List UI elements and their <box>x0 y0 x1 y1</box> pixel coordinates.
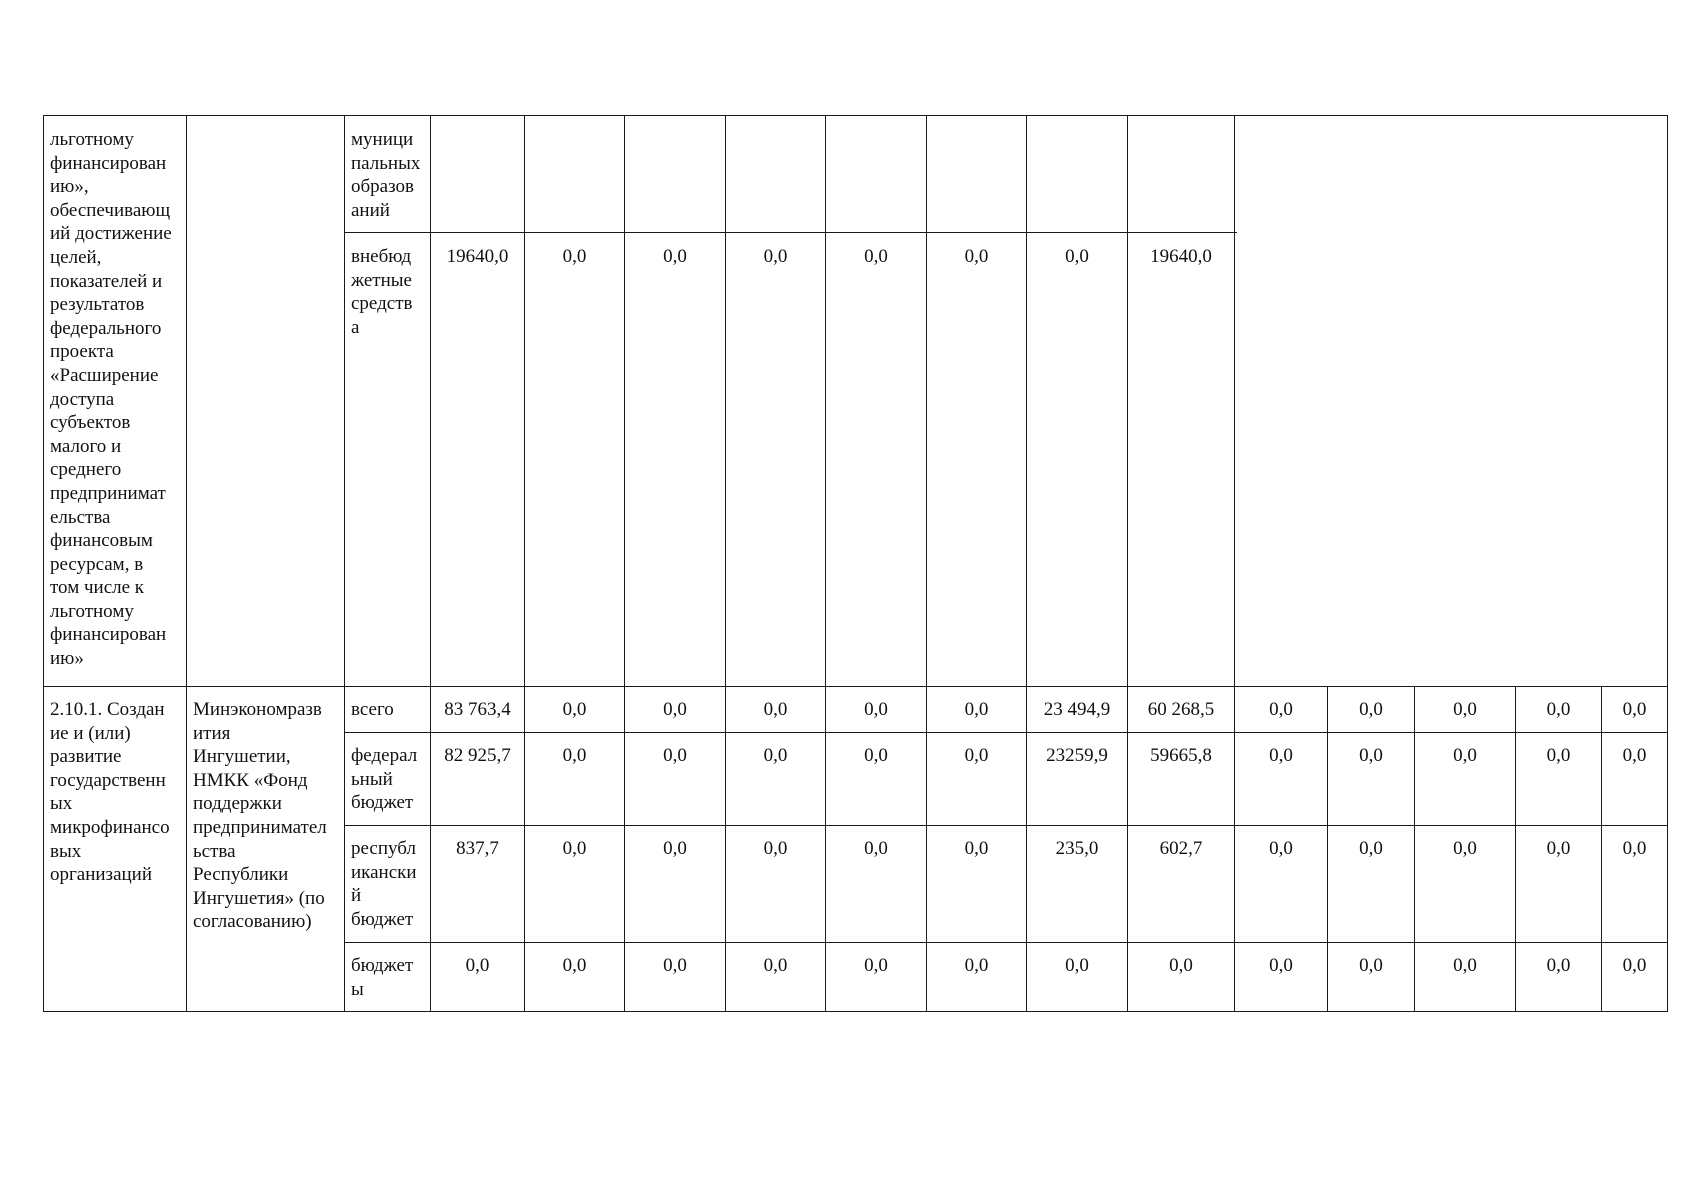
funding-value: 235,0 <box>1055 838 1099 859</box>
row-divider-municipal <box>344 232 1237 233</box>
funding-value: 0,0 <box>1622 838 1647 859</box>
offbudget-value: 19640,0 <box>446 246 509 267</box>
funding-source-label: всего <box>351 699 394 720</box>
funding-value: 59665,8 <box>1150 745 1212 766</box>
offbudget-value: 0,0 <box>763 246 788 267</box>
offbudget-value: 0,0 <box>1065 246 1089 267</box>
funding-value: 0,0 <box>562 745 587 766</box>
funding-value: 0,0 <box>562 955 587 976</box>
col-border <box>186 115 187 1012</box>
funding-value: 0,0 <box>1622 699 1647 720</box>
funding-value: 0,0 <box>1359 699 1383 720</box>
measure-name: 2.10.1. Создан ие и (или) развитие государственн ых микрофинансо вых организаций <box>50 699 170 886</box>
funding-value: 23259,9 <box>1046 745 1108 766</box>
funding-source-offbudget: внебюд жетные средств а <box>351 246 413 338</box>
funding-value: 0,0 <box>663 955 687 976</box>
measure-name-continued: льготному финансирован ию», обеспечивающ ий достижение целей, показателей и результатов федерального проекта «Расширение доступа субъектов малого и среднего предпринимат ельства финансовым ресурсам, в том числе к льготному финансирован ию» <box>50 129 172 670</box>
measure-executor: Минэкономразв ития Ингушетии, НМКК «Фонд поддержки предпринимател ьства Республики Ингушетия» (по согласованию) <box>193 699 327 933</box>
funding-value: 602,7 <box>1159 838 1203 859</box>
funding-value: 0,0 <box>1065 955 1089 976</box>
funding-value: 0,0 <box>964 838 989 859</box>
col-border <box>344 115 345 1012</box>
offbudget-value: 0,0 <box>663 246 687 267</box>
funding-source-municipal: муници пальных образов аний <box>351 129 421 221</box>
funding-value: 0,0 <box>562 699 587 720</box>
funding-value: 0,0 <box>864 838 888 859</box>
funding-value: 0,0 <box>864 745 888 766</box>
row-divider-measure <box>43 686 1668 687</box>
funding-value: 0,0 <box>1169 955 1193 976</box>
funding-source-label: республ икански й бюджет <box>351 838 417 930</box>
col-border <box>1234 115 1235 1012</box>
funding-value: 0,0 <box>1269 699 1293 720</box>
funding-value: 82 925,7 <box>444 745 511 766</box>
table-bottom-border <box>43 1011 1668 1012</box>
table-top-border <box>43 115 1668 116</box>
funding-value: 0,0 <box>663 699 687 720</box>
funding-value: 0,0 <box>964 955 989 976</box>
funding-value: 0,0 <box>562 838 587 859</box>
funding-value: 0,0 <box>1453 955 1477 976</box>
funding-value: 0,0 <box>964 699 989 720</box>
offbudget-value: 19640,0 <box>1150 246 1212 267</box>
funding-value: 0,0 <box>1269 838 1293 859</box>
col-border <box>43 115 44 1012</box>
funding-value: 0,0 <box>1269 745 1293 766</box>
funding-value: 0,0 <box>1546 699 1571 720</box>
funding-value: 0,0 <box>1622 955 1647 976</box>
funding-source-label: федерал ьный бюджет <box>351 745 418 814</box>
row-divider-republic <box>344 942 1668 943</box>
funding-value: 0,0 <box>465 955 490 976</box>
funding-value: 0,0 <box>763 745 788 766</box>
funding-value: 0,0 <box>1622 745 1647 766</box>
funding-value: 0,0 <box>663 838 687 859</box>
funding-value: 23 494,9 <box>1043 699 1111 720</box>
funding-value: 0,0 <box>1546 745 1571 766</box>
funding-value: 0,0 <box>763 699 788 720</box>
funding-value: 0,0 <box>763 955 788 976</box>
funding-value: 0,0 <box>964 745 989 766</box>
funding-value: 0,0 <box>1453 699 1477 720</box>
offbudget-value: 0,0 <box>562 246 587 267</box>
offbudget-value: 0,0 <box>864 246 888 267</box>
offbudget-value: 0,0 <box>964 246 989 267</box>
row-divider-total <box>344 732 1668 733</box>
funding-value: 0,0 <box>1453 838 1477 859</box>
funding-value: 0,0 <box>1359 955 1383 976</box>
funding-value: 0,0 <box>763 838 788 859</box>
funding-value: 0,0 <box>1359 745 1383 766</box>
funding-value: 837,7 <box>456 838 499 859</box>
funding-value: 0,0 <box>864 699 888 720</box>
funding-value: 60 268,5 <box>1147 699 1215 720</box>
funding-value: 0,0 <box>1359 838 1383 859</box>
funding-source-label: бюджет ы <box>351 955 414 1000</box>
row-divider-federal <box>344 825 1668 826</box>
funding-value: 0,0 <box>663 745 687 766</box>
funding-value: 0,0 <box>1453 745 1477 766</box>
col-border <box>1667 115 1668 1012</box>
funding-value: 0,0 <box>1546 955 1571 976</box>
funding-value: 83 763,4 <box>444 699 511 720</box>
funding-value: 0,0 <box>1546 838 1571 859</box>
funding-value: 0,0 <box>1269 955 1293 976</box>
funding-value: 0,0 <box>864 955 888 976</box>
